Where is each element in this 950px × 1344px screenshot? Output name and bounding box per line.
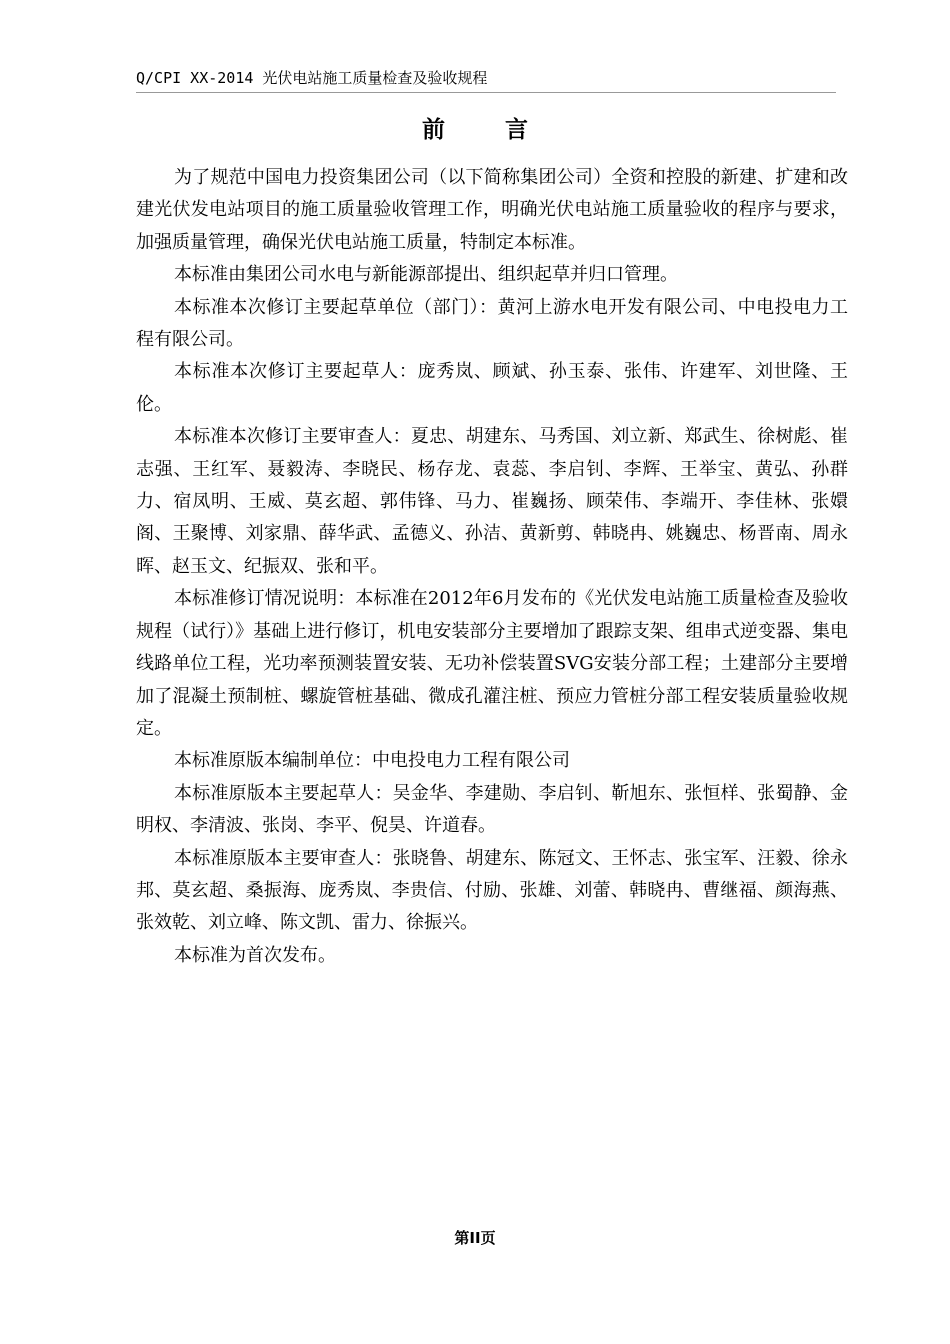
page-header xyxy=(136,66,836,93)
page-number: 第II页 xyxy=(454,1229,496,1247)
document-body xyxy=(136,162,848,972)
paragraph-original-unit: 本标准原版本编制单位：中电投电力工程有限公司 xyxy=(174,750,570,772)
paragraph-original-drafters: 本标准原版本主要起草人：吴金华、李建勋、李启钊、靳旭东、张恒样、张蜀静、金明权、李清波、张岗、李平、倪昊、许道春。 xyxy=(136,782,848,837)
page-title: 前言 xyxy=(422,117,588,143)
paragraph-revision-notes: 本标准修订情况说明：本标准在2012年6月发布的《光伏发电站施工质量检查及验收规程（试行）》基础上进行修订，机电安装部分主要增加了跟踪支架、组串式逆变器、集电线路单位工程，光功率预测装置安装、无功补偿装置SVG安装分部工程；土建部分主要增加了混凝土预制桩、螺旋管桩基础、微成孔灌注桩、预应力管桩分部工程安装质量验收规定。 xyxy=(136,588,848,739)
paragraph-drafters: 本标准本次修订主要起草人：庞秀岚、顾斌、孙玉泰、张伟、许建军、刘世隆、王伦。 xyxy=(136,361,848,415)
paragraph-original-reviewers: 本标准原版本主要审查人：张晓鲁、胡建东、陈冠文、王怀志、张宝军、汪毅、徐永邦、莫玄超、桑振海、庞秀岚、李贵信、付励、张雄、刘蕾、韩晓冉、曹继福、颜海燕、张效乾、刘立峰、陈文凯、雷力、徐振兴。 xyxy=(136,847,848,934)
paragraph-first-release: 本标准为首次发布。 xyxy=(174,944,336,966)
paragraph-reviewers: 本标准本次修订主要审查人：夏忠、胡建东、马秀国、刘立新、郑武生、徐树彪、崔志强、王红军、聂毅涛、李晓民、杨存龙、袁蕊、李启钊、李辉、王举宝、黄弘、孙群力、宿凤明、王威、莫玄超、郭伟锋、马力、崔巍扬、顾荣伟、李端开、李佳林、张嬛阁、王聚博、刘家鼎、薛华武、孟德义、孙洁、黄新剪、韩晓冉、姚巍忠、杨晋南、周永晖、赵玉文、纪振双、张和平。 xyxy=(136,426,848,577)
paragraph-drafting-units: 本标准本次修订主要起草单位（部门）：黄河上游水电开发有限公司、中电投电力工程有限公司。 xyxy=(136,296,848,351)
header-text: Q/CPI XX-2014 光伏电站施工质量检查及验收规程 xyxy=(136,69,488,87)
paragraph-proposer: 本标准由集团公司水电与新能源部提出、组织起草并归口管理。 xyxy=(174,264,678,286)
paragraph-purpose: 为了规范中国电力投资集团公司（以下简称集团公司）全资和控股的新建、扩建和改建光伏发电站项目的施工质量验收管理工作，明确光伏电站施工质量验收的程序与要求，加强质量管理，确保光伏电站施工质量，特制定本标准。 xyxy=(136,167,848,253)
